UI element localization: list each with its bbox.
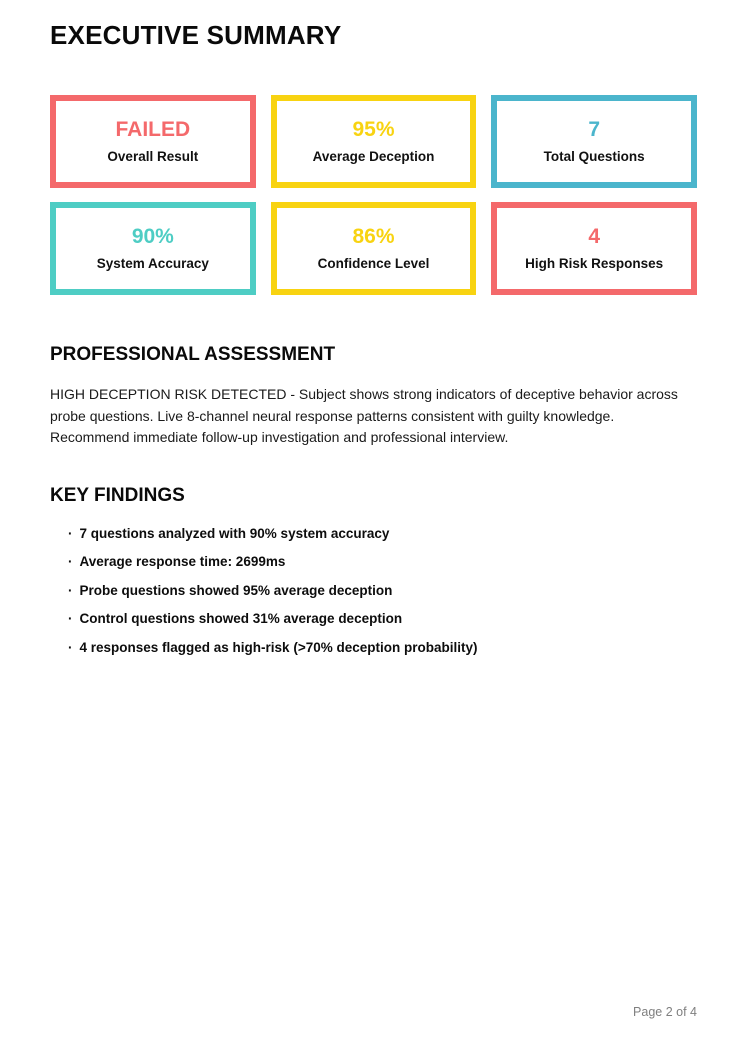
stat-value: 4 xyxy=(588,225,600,248)
assessment-paragraph: HIGH DECEPTION RISK DETECTED - Subject shows strong indicators of deceptive behavior across probe questions. Live 8-channel neural response patterns consistent with guilty knowledge. Recommend immediate follow-up investigation and professional interview. xyxy=(50,386,678,445)
bullet-icon: · xyxy=(68,639,73,655)
key-findings-list xyxy=(50,527,697,655)
stat-value: 90% xyxy=(131,225,174,248)
stat-value: FAILED xyxy=(115,118,191,141)
list-item xyxy=(68,527,697,541)
list-item xyxy=(68,641,697,655)
stat-card-overall-result xyxy=(50,95,256,188)
stat-card-total-questions xyxy=(491,95,697,188)
page-number: Page 2 of 4 xyxy=(633,1005,697,1019)
list-item xyxy=(68,555,697,569)
bullet-icon: · xyxy=(68,582,73,598)
page-title: EXECUTIVE SUMMARY xyxy=(50,20,342,50)
list-item xyxy=(68,612,697,626)
finding-text: Probe questions showed 95% average deception xyxy=(79,582,393,598)
stat-label: Total Questions xyxy=(543,149,645,164)
stat-label: Average Deception xyxy=(312,149,435,164)
stat-value: 95% xyxy=(352,118,395,141)
stat-label: Overall Result xyxy=(107,149,199,164)
list-item xyxy=(68,584,697,598)
bullet-icon: · xyxy=(68,554,73,569)
stat-label: High Risk Responses xyxy=(525,256,664,271)
summary-cards-grid xyxy=(50,95,697,295)
finding-text: 7 questions analyzed with 90% system accuracy xyxy=(79,525,390,541)
finding-text: Control questions showed 31% average deception xyxy=(79,611,403,626)
professional-assessment-section xyxy=(50,344,697,449)
stat-value: 86% xyxy=(352,225,395,248)
stat-label: Confidence Level xyxy=(317,256,430,271)
finding-text: Average response time: 2699ms xyxy=(79,554,286,569)
stat-card-high-risk-responses xyxy=(491,202,697,295)
section-heading-key-findings: KEY FINDINGS xyxy=(50,484,185,506)
stat-card-average-deception xyxy=(271,95,477,188)
bullet-icon: · xyxy=(68,611,73,626)
stat-card-confidence-level xyxy=(271,202,477,295)
stat-card-system-accuracy xyxy=(50,202,256,295)
stat-label: System Accuracy xyxy=(96,256,209,271)
section-heading-professional-assessment: PROFESSIONAL ASSESSMENT xyxy=(50,344,336,365)
key-findings-section xyxy=(50,485,697,655)
bullet-icon: · xyxy=(68,525,73,541)
stat-value: 7 xyxy=(588,118,600,141)
finding-text: 4 responses flagged as high-risk (>70% deception probability) xyxy=(79,639,478,655)
